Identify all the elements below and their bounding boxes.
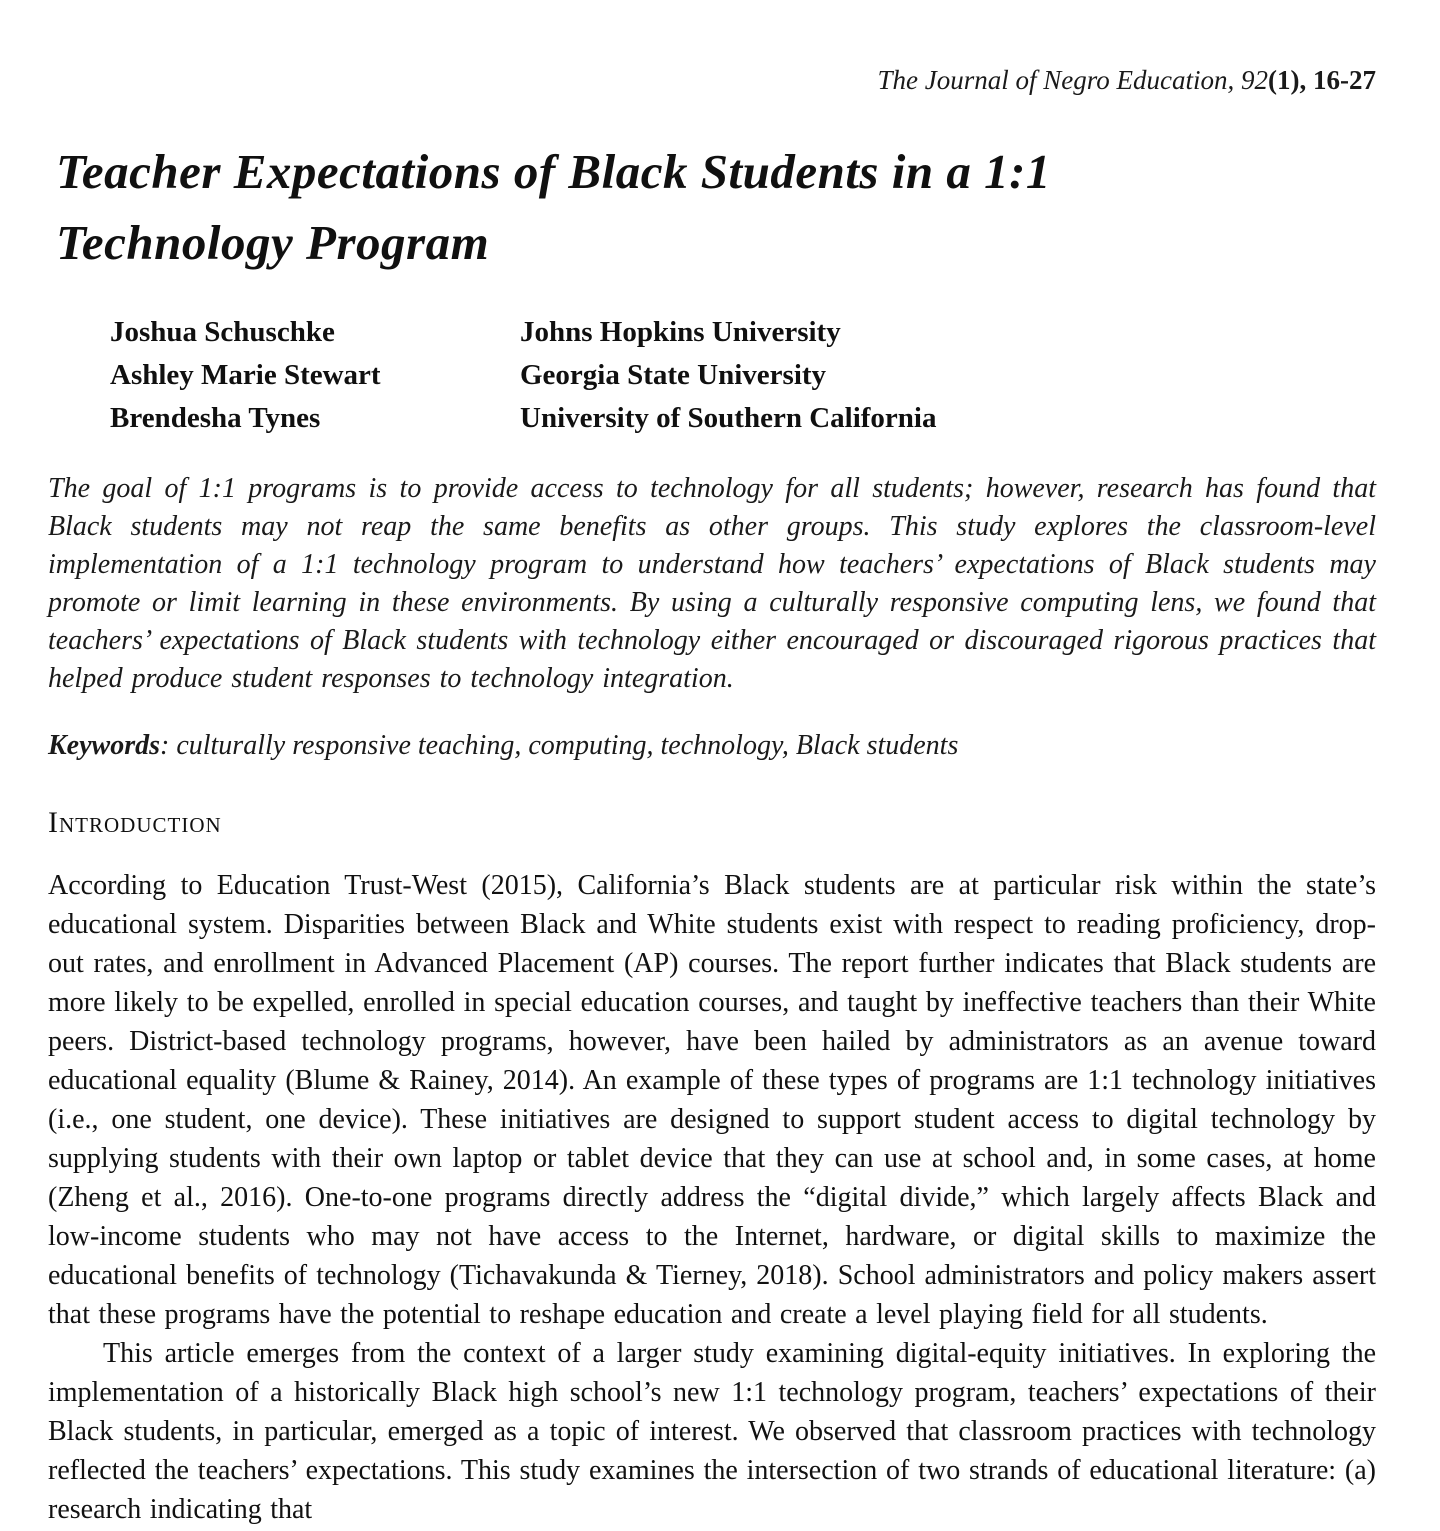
journal-reference-name-volume: The Journal of Negro Education, 92 (877, 65, 1269, 95)
author-affiliation: University of Southern California (520, 401, 937, 434)
section-heading-introduction: Introduction (48, 805, 222, 839)
abstract-text: The goal of 1:1 programs is to provide access to technology for all students; however, research has found that Black students may not reap the same benefits as other groups. This study explores the classroom-level implementation of a 1:1 technology program to understand how teachers’ expectations of Black students may promote or limit learning in these environments. By using a culturally responsive computing lens, we found that teachers’ expectations of Black students with technology either encouraged or discouraged rigorous practices that helped produce student responses to technology integration. (48, 472, 1376, 694)
keywords-line (48, 728, 1376, 764)
author-row (110, 311, 1376, 354)
paper-title: Teacher Expectations of Black Students in a 1:1 Technology Program (56, 144, 1051, 271)
author-name: Ashley Marie Stewart (110, 358, 381, 391)
author-row (110, 397, 1376, 440)
introduction-paragraph-1: According to Education Trust-West (2015), California’s Black students are at particular risk within the state’s educational system. Disparities between Black and White students exist with respect to reading proficiency, drop-out rates, and enrollment in Advanced Placement (AP) courses. The report further indicates that Black students are more likely to be expelled, enrolled in special education courses, and taught by ineffective teachers than their White peers. District-based technology programs, however, have been hailed by administrators as an avenue toward educational equality (Blume & Rainey, 2014). An example of these types of programs are 1:1 technology initiatives (i.e., one student, one device). These initiatives are designed to support student access to digital technology by supplying students with their own laptop or tablet device that they can use at school and, in some cases, at home (Zheng et al., 2016). One-to-one programs directly address the “digital divide,” which largely affects Black and low-income students who may not have access to the Internet, hardware, or digital skills to maximize the educational benefits of technology (Tichavakunda & Tierney, 2018). School administrators and policy makers assert that these programs have the potential to reshape education and create a level playing field for all students. (48, 869, 1376, 1330)
journal-reference (48, 64, 1376, 96)
author-name: Brendesha Tynes (110, 401, 321, 434)
author-affiliation: Johns Hopkins University (520, 315, 841, 348)
author-name: Joshua Schuschke (110, 315, 335, 348)
journal-reference-issue-pages: (1), 16-27 (1268, 65, 1376, 95)
keywords-list: : culturally responsive teaching, computing, technology, Black students (160, 729, 959, 761)
author-block (110, 311, 1376, 440)
introduction-paragraph-2: This article emerges from the context of a larger study examining digital-equity initiatives. In exploring the implementation of a historically Black high school’s new 1:1 technology program, teachers’ expectations of their Black students, in particular, emerged as a topic of interest. We observed that classroom practices with technology reflected the teachers’ expectations. This study examines the intersection of two strands of educational literature: (a) research indicating that (48, 1337, 1376, 1525)
keywords-label: Keywords (48, 729, 160, 761)
author-row (110, 354, 1376, 397)
author-affiliation: Georgia State University (520, 358, 827, 391)
